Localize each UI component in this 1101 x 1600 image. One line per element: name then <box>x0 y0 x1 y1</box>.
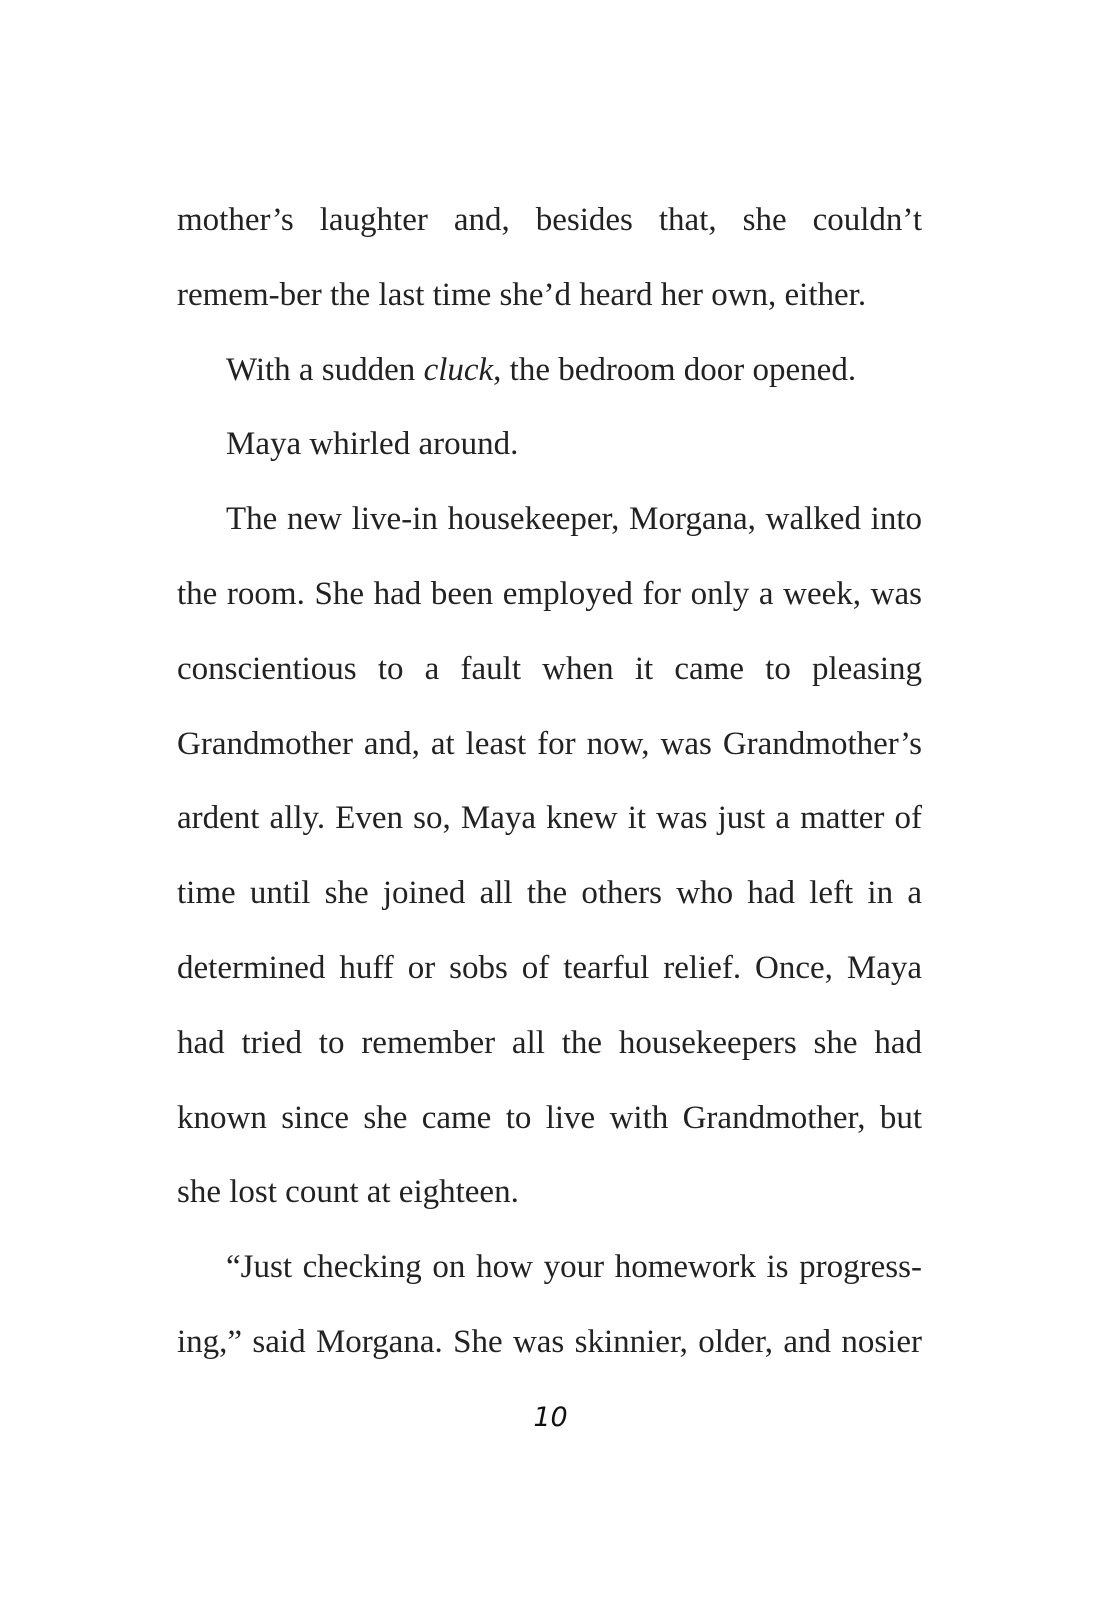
paragraph <box>177 333 922 408</box>
italic-text: cluck <box>423 351 494 388</box>
body-text <box>177 183 922 1380</box>
paragraph-text: , the bedroom door opened. <box>493 351 857 388</box>
paragraph-text: Maya whirled around. <box>226 426 519 463</box>
page-number: 10 <box>533 1402 568 1433</box>
paragraph <box>177 407 922 482</box>
paragraph-text: mother’s laughter and, besides that, she couldn’t remem-ber the last time she’d heard her own, either. <box>177 202 922 313</box>
paragraph <box>177 183 922 333</box>
paragraph <box>177 1230 922 1380</box>
paragraph-text: “Just checking on how your homework is progress-ing,” said Morgana. She was skinnier, older, and nosier <box>177 1249 922 1360</box>
paragraph <box>177 482 922 1230</box>
paragraph-text: The new live-in housekeeper, Morgana, walked into the room. She had been employed for only a week, was conscientious to a fault when it came to pleasing Grandmother and, at least for now, was Grandmother’s ardent ally. Even so, Maya knew it was just a matter of time until she joined all the others who had left in a determined huff or sobs of tearful relief. Once, Maya had tried to remember all the housekeepers she had known since she came to live with Grandmother, but she lost count at eighteen. <box>177 501 922 1211</box>
paragraph-text: With a sudden <box>226 351 424 388</box>
